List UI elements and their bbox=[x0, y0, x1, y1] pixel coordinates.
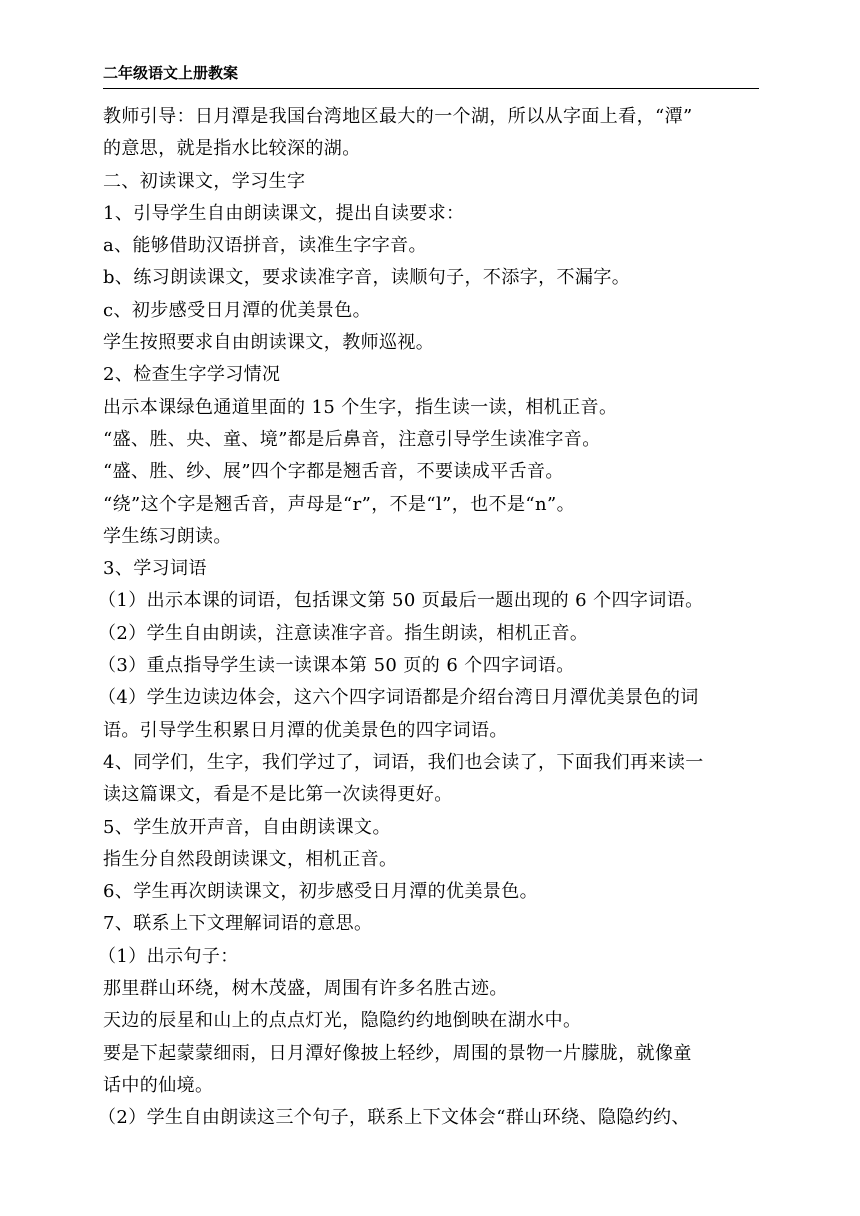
text-line: b、练习朗读课文，要求读准字音，读顺句子，不添字，不漏字。 bbox=[103, 267, 631, 289]
text-line: 4、同学们，生字，我们学过了，词语，我们也会读了，下面我们再来读一 bbox=[103, 751, 704, 773]
text-line: 话中的仙境。 bbox=[103, 1074, 214, 1096]
text-line: 天边的辰星和山上的点点灯光，隐隐约约地倒映在湖水中。 bbox=[103, 1010, 582, 1032]
text-line: 要是下起蒙蒙细雨，日月潭好像披上轻纱，周围的景物一片朦胧，就像童 bbox=[103, 1042, 692, 1064]
text-line: 出示本课绿色通道里面的 15 个生字，指生读一读，相机正音。 bbox=[103, 396, 618, 418]
page-header bbox=[103, 60, 759, 89]
text-line: 的意思，就是指水比较深的湖。 bbox=[103, 138, 361, 160]
text-line: （3）重点指导学生读一读课本第 50 页的 6 个四字词语。 bbox=[98, 655, 575, 677]
text-line: “盛、胜、央、童、境”都是后鼻音，注意引导学生读准字音。 bbox=[103, 428, 601, 450]
text-line: c、初步感受日月潭的优美景色。 bbox=[103, 299, 372, 321]
text-line: 1、引导学生自由朗读课文，提出自读要求： bbox=[103, 202, 465, 224]
header-title: 二年级语文上册教案 bbox=[103, 64, 239, 82]
lesson-plan-body bbox=[98, 101, 759, 1135]
text-line: “盛、胜、纱、展”四个字都是翘舌音，不要读成平舌音。 bbox=[103, 461, 564, 483]
text-line: 读这篇课文，看是不是比第一次读得更好。 bbox=[103, 784, 453, 806]
text-line: （2）学生自由朗读这三个句子，联系上下文体会“群山环绕、隐隐约约、 bbox=[98, 1107, 690, 1129]
text-line: 教师引导：日月潭是我国台湾地区最大的一个湖，所以从字面上看，“潭” bbox=[103, 106, 693, 127]
text-line: “绕”这个字是翘舌音，声母是“r”，不是“l”，也不是“n”。 bbox=[103, 493, 575, 515]
text-line: 学生练习朗读。 bbox=[103, 525, 232, 547]
text-line: （4）学生边读边体会，这六个四字词语都是介绍台湾日月潭优美景色的词 bbox=[98, 687, 699, 709]
text-line: 指生分自然段朗读课文，相机正音。 bbox=[103, 848, 398, 870]
text-line: a、能够借助汉语拼音，读准生字字音。 bbox=[103, 235, 427, 257]
text-line: 二、初读课文，学习生字 bbox=[103, 170, 306, 192]
text-line: 那里群山环绕，树木茂盛，周围有许多名胜古迹。 bbox=[103, 978, 508, 1000]
text-line: 7、联系上下文理解词语的意思。 bbox=[103, 913, 373, 935]
text-line: 语。引导学生积累日月潭的优美景色的四字词语。 bbox=[103, 719, 508, 741]
text-line: （1）出示本课的词语，包括课文第 50 页最后一题出现的 6 个四字词语。 bbox=[98, 590, 704, 612]
text-line: （2）学生自由朗读，注意读准字音。指生朗读，相机正音。 bbox=[98, 622, 589, 644]
text-line: 6、学生再次朗读课文，初步感受日月潭的优美景色。 bbox=[103, 881, 539, 903]
text-line: （1）出示句子： bbox=[98, 945, 239, 967]
text-line: 3、学习词语 bbox=[103, 558, 207, 580]
text-line: 学生按照要求自由朗读课文，教师巡视。 bbox=[103, 332, 435, 354]
text-line: 2、检查生字学习情况 bbox=[103, 364, 281, 386]
text-line: 5、学生放开声音，自由朗读课文。 bbox=[103, 816, 391, 838]
